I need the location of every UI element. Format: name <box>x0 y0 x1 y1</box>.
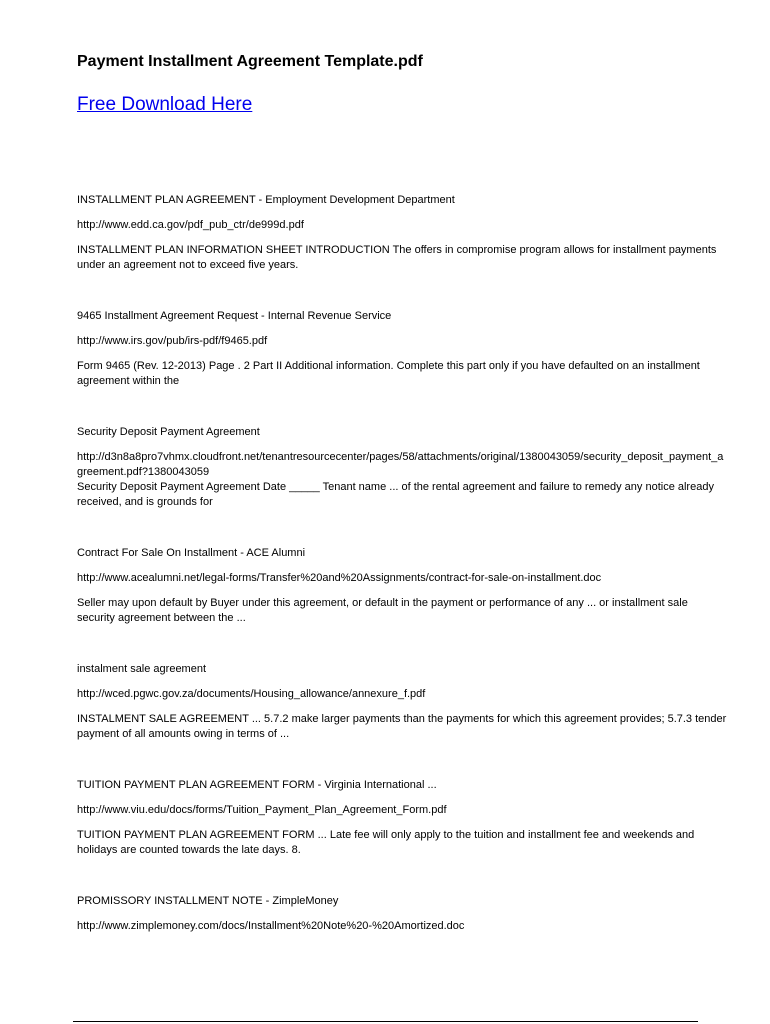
free-download-link[interactable]: Free Download Here <box>77 94 253 115</box>
result-title: Contract For Sale On Installment - ACE Alumni <box>77 547 306 559</box>
result-snippet: INSTALLMENT PLAN INFORMATION SHEET INTRODUCTION The offers in compromise program allows for installment payments under an agreement not to exceed five years. <box>77 244 717 271</box>
result-item <box>77 425 727 510</box>
result-snippet: TUITION PAYMENT PLAN AGREEMENT FORM ... Late fee will only apply to the tuition and installment fee and weekends and holidays are counted towards the late days. 8. <box>77 829 695 856</box>
result-url: http://www.acealumni.net/legal-forms/Transfer%20and%20Assignments/contract-for-sale-on-installment.doc <box>77 572 602 584</box>
result-item <box>77 546 727 626</box>
result-title: TUITION PAYMENT PLAN AGREEMENT FORM - Virginia International ... <box>77 779 437 791</box>
result-list <box>77 193 727 970</box>
result-title: INSTALLMENT PLAN AGREEMENT - Employment Development Department <box>77 194 455 206</box>
result-title: 9465 Installment Agreement Request - Internal Revenue Service <box>77 310 392 322</box>
footer-divider <box>73 1021 698 1022</box>
page-title: Payment Installment Agreement Template.pdf <box>77 53 423 70</box>
result-url: http://d3n8a8pro7vhmx.cloudfront.net/tenantresourcecenter/pages/58/attachments/original/1380043059/security_deposit_payment_agreement.pdf?1380043059 <box>77 451 724 478</box>
result-item <box>77 894 727 934</box>
result-item <box>77 662 727 742</box>
result-title: instalment sale agreement <box>77 663 207 675</box>
result-snippet: Security Deposit Payment Agreement Date _____ Tenant name ... of the rental agreement and failure to remedy any notice already received, and is grounds for <box>77 481 714 508</box>
result-url: http://www.edd.ca.gov/pdf_pub_ctr/de999d.pdf <box>77 219 304 231</box>
result-url: http://www.viu.edu/docs/forms/Tuition_Payment_Plan_Agreement_Form.pdf <box>77 804 447 816</box>
result-url: http://wced.pgwc.gov.za/documents/Housing_allowance/annexure_f.pdf <box>77 688 426 700</box>
result-snippet: Seller may upon default by Buyer under this agreement, or default in the payment or performance of any ... or installment sale security agreement between the ... <box>77 597 688 624</box>
result-item <box>77 778 727 858</box>
result-title: Security Deposit Payment Agreement <box>77 426 260 438</box>
result-item <box>77 193 727 273</box>
result-snippet: Form 9465 (Rev. 12-2013) Page . 2 Part II Additional information. Complete this part only if you have defaulted on an installment agreement within the <box>77 360 700 387</box>
result-item <box>77 309 727 389</box>
result-title: PROMISSORY INSTALLMENT NOTE - ZimpleMoney <box>77 895 339 907</box>
result-url: http://www.irs.gov/pub/irs-pdf/f9465.pdf <box>77 335 268 347</box>
result-url: http://www.zimplemoney.com/docs/Installment%20Note%20-%20Amortized.doc <box>77 920 465 932</box>
result-snippet: INSTALMENT SALE AGREEMENT ... 5.7.2 make larger payments than the payments for which this agreement provides; 5.7.3 tender payment of all amounts owing in terms of ... <box>77 713 727 740</box>
